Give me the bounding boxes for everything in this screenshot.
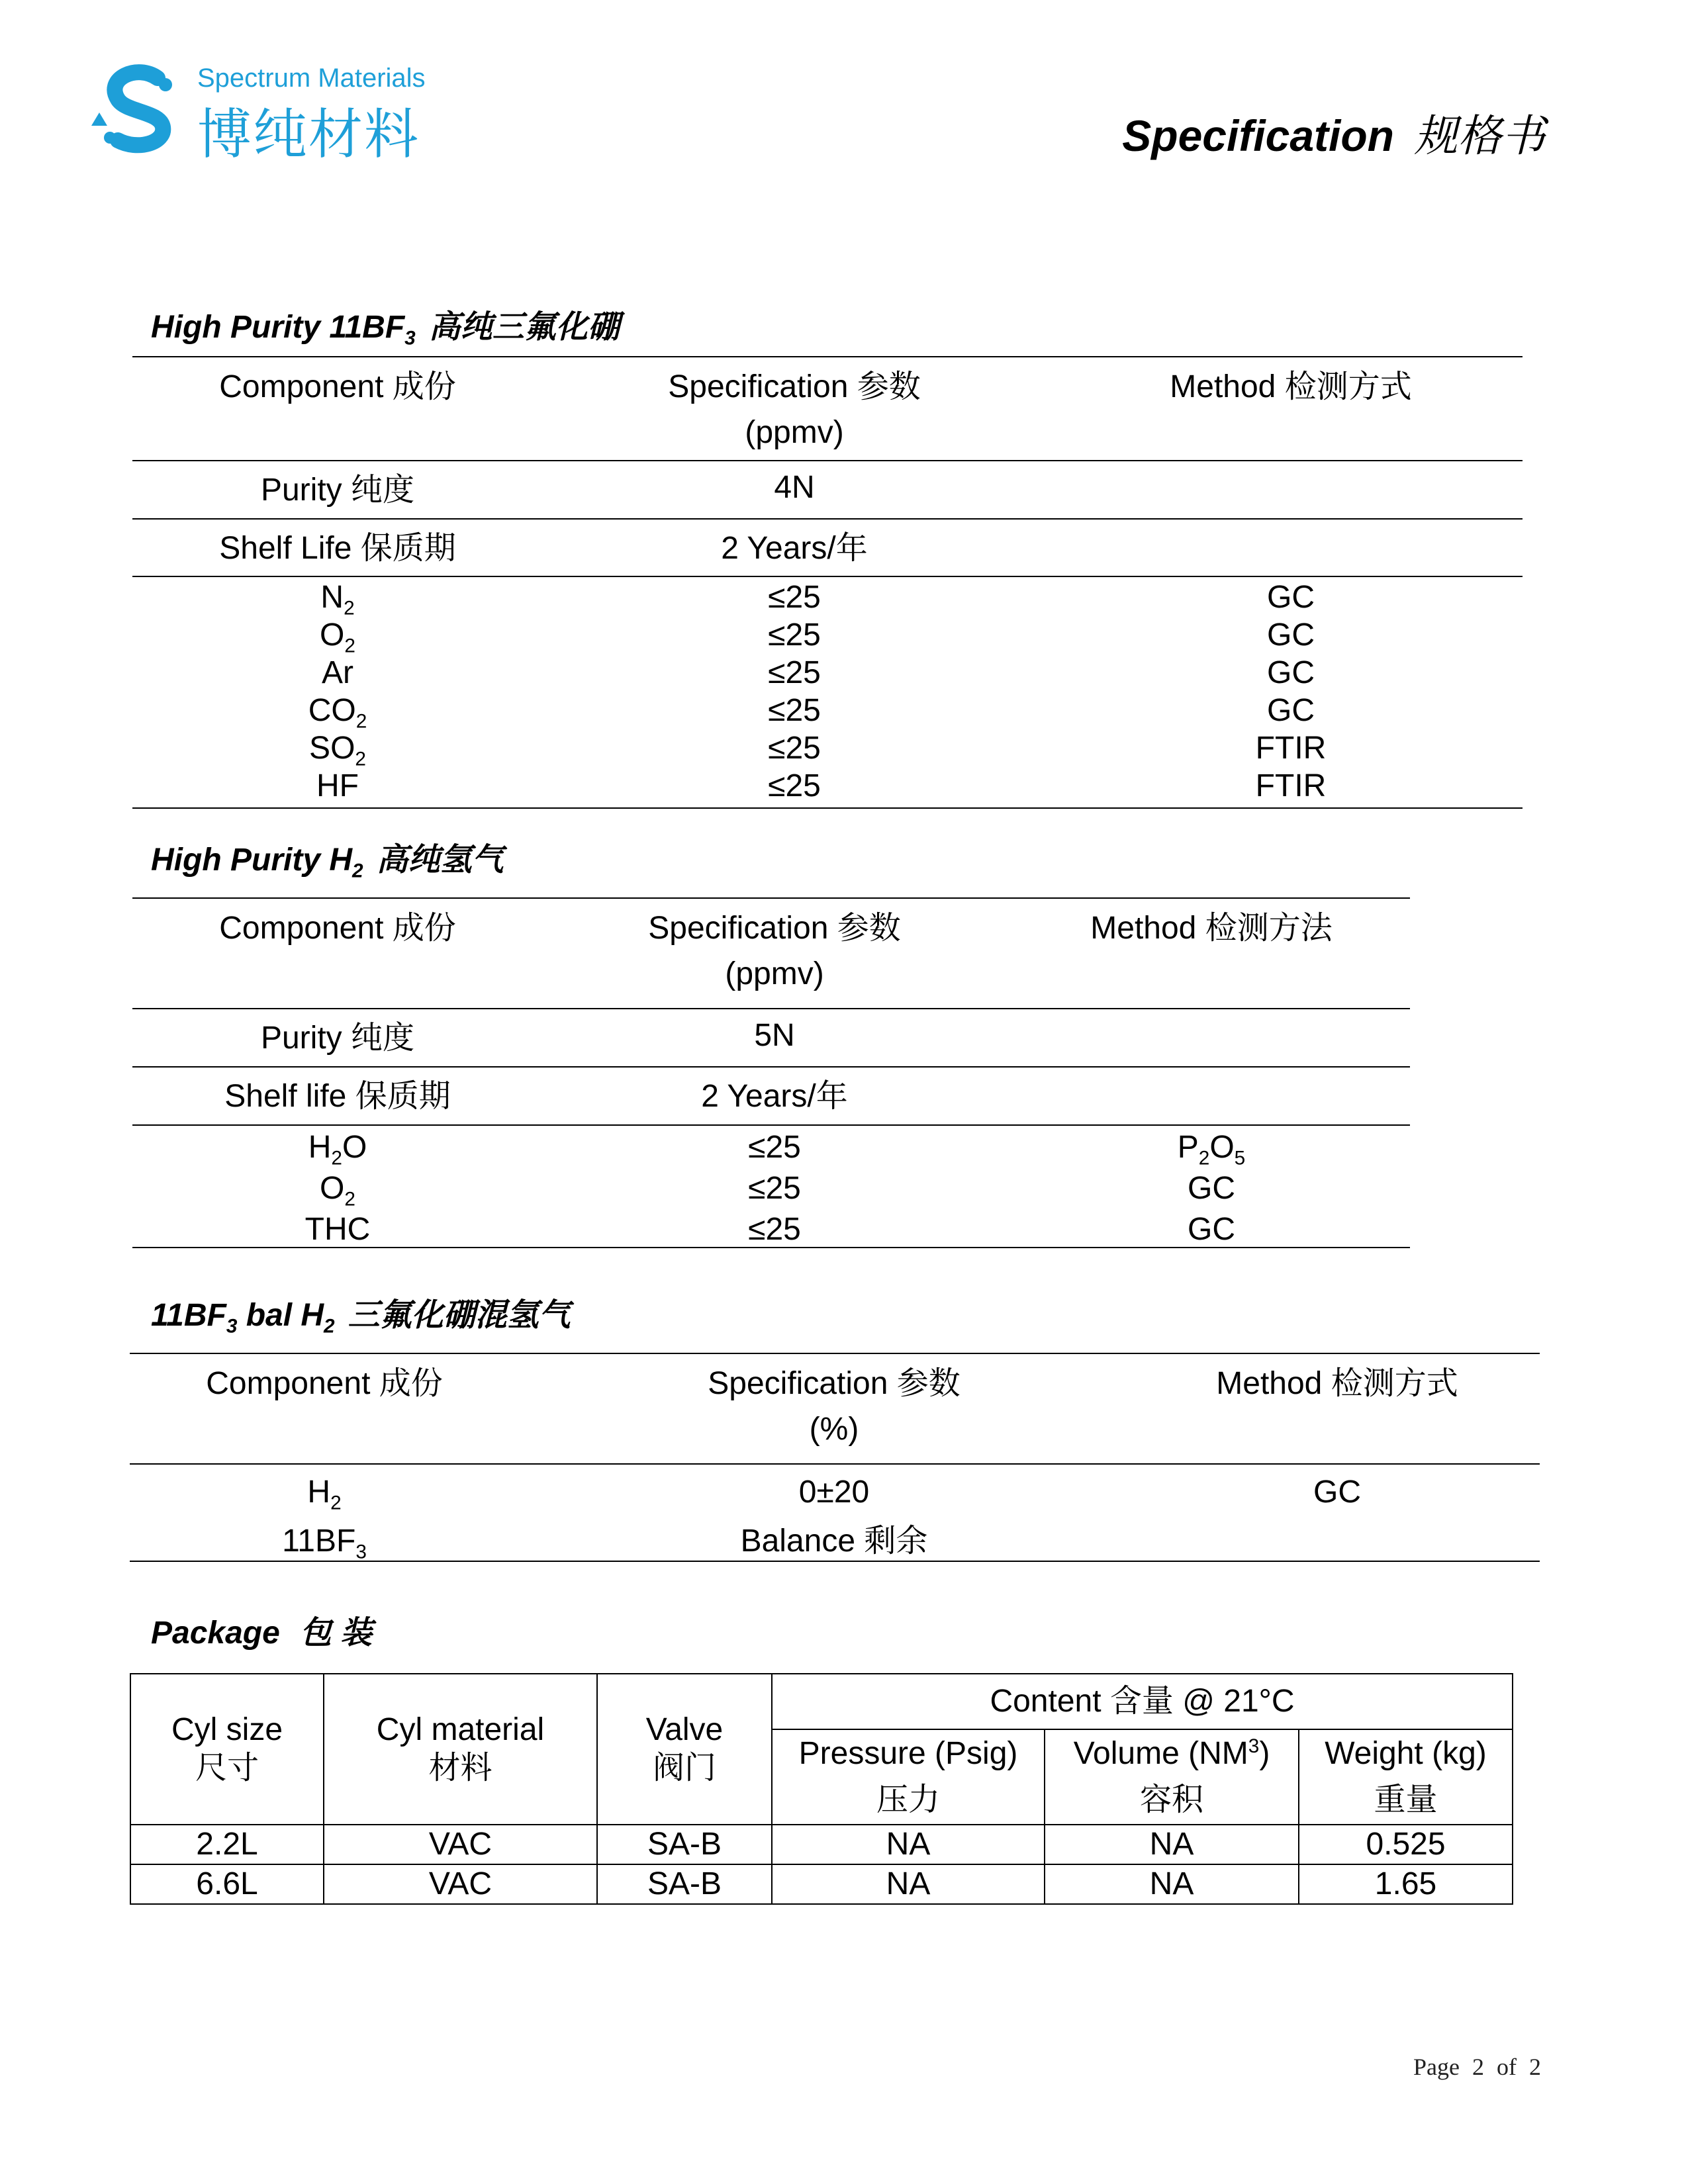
list-item: ≤25 bbox=[768, 731, 821, 766]
list-item: FTIR bbox=[1255, 731, 1327, 766]
list-item: $N_2$ bbox=[320, 580, 355, 619]
list-item: $P_2O_5$ bbox=[1177, 1130, 1246, 1169]
list-item: FTIR bbox=[1255, 768, 1327, 803]
table-cell: SA-B bbox=[597, 1864, 772, 1904]
list-item: ≤25 bbox=[768, 617, 821, 653]
list-item: GC bbox=[1267, 617, 1315, 653]
table-cell: VAC bbox=[324, 1864, 597, 1904]
title-cn: 规格书 bbox=[1414, 111, 1545, 160]
list-item: ≤25 bbox=[768, 655, 821, 690]
header-cyl-material: Cyl material 材料 bbox=[324, 1674, 597, 1825]
table-row bbox=[130, 1825, 1513, 1864]
header-spec: Specification 参数 bbox=[668, 369, 921, 404]
shelf-life-label: Shelf life 保质期 bbox=[224, 1079, 451, 1114]
section-title-cn: 包 装 bbox=[299, 1615, 373, 1651]
list-item: GC bbox=[1188, 1212, 1235, 1247]
header-method: Method 检测方式 bbox=[1216, 1366, 1458, 1401]
table-cell: NA bbox=[772, 1864, 1045, 1904]
logo-text-en: Spectrum Materials bbox=[197, 64, 426, 93]
table-cell: NA bbox=[772, 1825, 1045, 1864]
divider bbox=[132, 576, 1523, 577]
section-bf3-h2-title bbox=[151, 1289, 571, 1338]
spec-list bbox=[576, 1127, 973, 1250]
logo-mark-icon bbox=[86, 58, 192, 164]
table-cell: 0.525 bbox=[1299, 1825, 1513, 1864]
divider bbox=[132, 897, 1410, 899]
table-cell: NA bbox=[1045, 1825, 1299, 1864]
list-item: HF bbox=[316, 768, 359, 803]
shelf-life-value: 2 Years/年 bbox=[721, 531, 868, 566]
divider bbox=[130, 1561, 1540, 1562]
section-title-text: 11BF bbox=[151, 1298, 226, 1333]
section-title-cn: 高纯三氟化硼 bbox=[428, 310, 620, 345]
divider bbox=[132, 460, 1523, 461]
page-number bbox=[1413, 2053, 1541, 2081]
table-cell: 2.2L bbox=[130, 1825, 324, 1864]
list-item: GC bbox=[1267, 655, 1315, 690]
purity-label: Purity 纯度 bbox=[260, 473, 415, 508]
header-spec-unit: (ppmv) bbox=[745, 415, 844, 450]
subscript: 2 bbox=[324, 1315, 335, 1338]
table-cell: Balance 剩余 bbox=[740, 1524, 928, 1559]
header-pressure: Pressure (Psig) 压力 bbox=[772, 1729, 1045, 1825]
list-item: ≤25 bbox=[768, 693, 821, 728]
shelf-life-label: Shelf Life 保质期 bbox=[219, 531, 456, 566]
list-item: THC bbox=[305, 1212, 371, 1247]
purity-label: Purity 纯度 bbox=[260, 1021, 415, 1056]
table-cell: VAC bbox=[324, 1825, 597, 1864]
page-current: 2 bbox=[1472, 2054, 1484, 2080]
section-title-cn: 三氟化硼混氢气 bbox=[348, 1298, 571, 1333]
page-total: 2 bbox=[1529, 2054, 1541, 2080]
method-list bbox=[1059, 578, 1523, 805]
table-cell: 0±20 bbox=[798, 1475, 870, 1510]
subscript: 2 bbox=[352, 860, 363, 882]
table-cell: $H_2$ bbox=[307, 1475, 342, 1514]
title-en: Specification bbox=[1122, 111, 1394, 160]
header-spec-unit: (ppmv) bbox=[725, 956, 824, 991]
header-spec: Specification 参数 bbox=[708, 1366, 961, 1401]
spec-list bbox=[596, 578, 993, 805]
page-label: Page bbox=[1413, 2054, 1460, 2080]
list-item: $SO_2$ bbox=[309, 731, 366, 770]
subscript: 3 bbox=[404, 327, 416, 349]
table-cell: NA bbox=[1045, 1864, 1299, 1904]
list-item: ≤25 bbox=[748, 1171, 801, 1206]
divider bbox=[132, 356, 1523, 357]
package-table bbox=[130, 1673, 1513, 1905]
section-package-title bbox=[151, 1607, 372, 1653]
divider bbox=[130, 1463, 1540, 1465]
header-volume: Volume $(NM^3)$ 容积 bbox=[1045, 1729, 1299, 1825]
subscript: 3 bbox=[226, 1315, 238, 1338]
section-title-text: bal H bbox=[237, 1298, 324, 1333]
company-logo bbox=[86, 58, 430, 164]
list-item: $O_2$ bbox=[320, 1171, 355, 1210]
section-title-cn: 高纯氢气 bbox=[376, 842, 504, 878]
header-component: Component 成份 bbox=[219, 369, 456, 404]
header-component: Component 成份 bbox=[206, 1366, 443, 1401]
purity-value: 4N bbox=[774, 470, 815, 505]
header-method: Method 检测方式 bbox=[1170, 369, 1412, 404]
list-item: GC bbox=[1267, 580, 1315, 615]
header-content: Content 含量 @ 21°C bbox=[772, 1674, 1513, 1729]
table-cell: 6.6L bbox=[130, 1864, 324, 1904]
list-item: ≤25 bbox=[748, 1130, 801, 1165]
list-item: $O_2$ bbox=[320, 617, 355, 657]
divider bbox=[132, 807, 1523, 809]
list-item: ≤25 bbox=[748, 1212, 801, 1247]
header-component: Component 成份 bbox=[219, 911, 456, 946]
divider bbox=[132, 1247, 1410, 1248]
divider bbox=[132, 518, 1523, 520]
method-list bbox=[1013, 1127, 1410, 1250]
list-item: ≤25 bbox=[768, 768, 821, 803]
section-h2-title bbox=[151, 834, 504, 880]
component-list bbox=[172, 1127, 503, 1250]
section-title-text: High Purity 11BF bbox=[151, 310, 405, 345]
page-of: of bbox=[1497, 2054, 1517, 2080]
divider bbox=[130, 1353, 1540, 1354]
table-cell: $11BF_3$ bbox=[282, 1524, 367, 1563]
divider bbox=[132, 1066, 1410, 1068]
list-item: $H_2O$ bbox=[308, 1130, 367, 1169]
list-item: $CO_2$ bbox=[308, 693, 367, 733]
section-bf3-title bbox=[151, 301, 620, 347]
list-item: GC bbox=[1188, 1171, 1235, 1206]
header-spec-unit: (%) bbox=[809, 1412, 859, 1447]
table-cell: SA-B bbox=[597, 1825, 772, 1864]
component-list bbox=[172, 578, 503, 805]
divider bbox=[132, 1008, 1410, 1009]
header-spec: Specification 参数 bbox=[648, 911, 901, 946]
header-valve: Valve 阀门 bbox=[597, 1674, 772, 1825]
header-cyl-size: Cyl size 尺寸 bbox=[130, 1674, 324, 1825]
list-item: Ar bbox=[322, 655, 353, 690]
logo-text-cn: 博纯材料 bbox=[197, 105, 420, 165]
table-cell: GC bbox=[1313, 1475, 1361, 1510]
table-cell: 1.65 bbox=[1299, 1864, 1513, 1904]
list-item: ≤25 bbox=[768, 580, 821, 615]
header-weight: Weight (kg) 重量 bbox=[1299, 1729, 1513, 1825]
purity-value: 5N bbox=[754, 1018, 795, 1053]
shelf-life-value: 2 Years/年 bbox=[701, 1079, 848, 1114]
section-title-text: Package bbox=[151, 1615, 280, 1651]
table-row bbox=[130, 1864, 1513, 1904]
divider bbox=[132, 1124, 1410, 1126]
list-item: GC bbox=[1267, 693, 1315, 728]
section-title-text: High Purity H bbox=[151, 842, 353, 878]
header-method: Method 检测方法 bbox=[1090, 911, 1333, 946]
document-title bbox=[1122, 101, 1545, 163]
